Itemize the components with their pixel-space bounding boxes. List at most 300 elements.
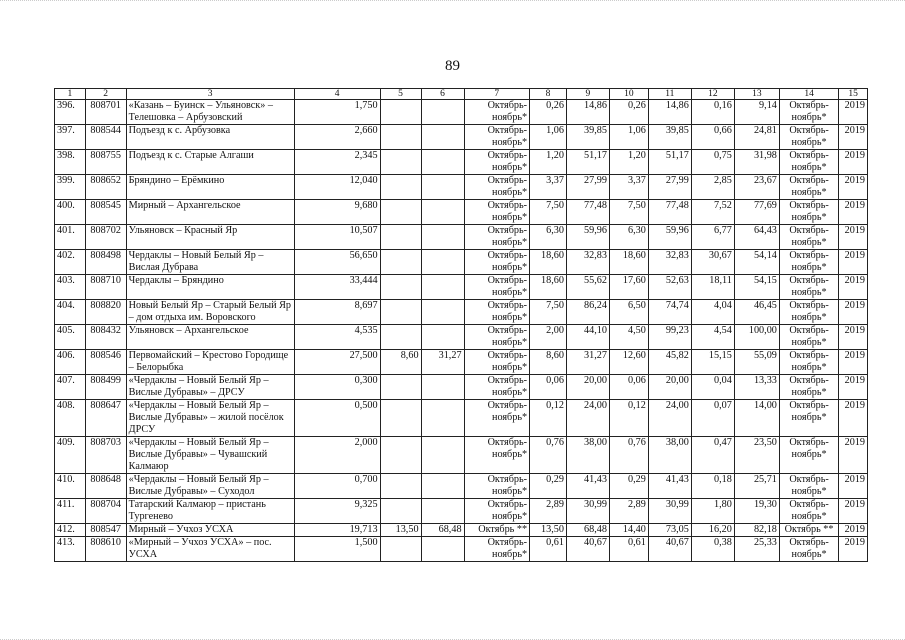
table-cell: 27,500 — [294, 350, 380, 375]
table-cell: 27,99 — [566, 175, 609, 200]
table-cell: 0,06 — [530, 375, 567, 400]
table-cell: 30,67 — [691, 250, 734, 275]
table-cell: 40,67 — [648, 537, 691, 562]
table-cell: 4,54 — [691, 325, 734, 350]
table-row — [55, 499, 868, 524]
table-cell: 0,29 — [530, 474, 567, 499]
table-cell: Ульяновск – Красный Яр — [126, 225, 294, 250]
table-cell: 82,18 — [734, 524, 779, 537]
table-cell: 403. — [55, 275, 86, 300]
column-number-cell: 5 — [380, 89, 421, 100]
table-cell: Октябрь-ноябрь* — [779, 100, 838, 125]
table-cell — [421, 437, 464, 474]
table-cell: 2019 — [839, 250, 868, 275]
table-cell: «Чердаклы – Новый Белый Яр – Вислые Дубравы» – Суходол — [126, 474, 294, 499]
table-cell: 9,325 — [294, 499, 380, 524]
table-cell — [421, 474, 464, 499]
table-cell: 1,06 — [609, 125, 648, 150]
table-cell: 0,04 — [691, 375, 734, 400]
table-cell: «Чердаклы – Новый Белый Яр – Вислые Дубравы» – Чувашский Калмаюр — [126, 437, 294, 474]
table-cell: 25,71 — [734, 474, 779, 499]
table-cell: 808499 — [85, 375, 126, 400]
table-cell: 54,14 — [734, 250, 779, 275]
table-cell: 1,80 — [691, 499, 734, 524]
table-cell: 24,00 — [566, 400, 609, 437]
column-number-cell: 9 — [566, 89, 609, 100]
table-cell: 24,81 — [734, 125, 779, 150]
table-cell: 413. — [55, 537, 86, 562]
table-row — [55, 100, 868, 125]
table-cell: «Казань – Буинск – Ульяновск» – Телешовка – Арбузовский — [126, 100, 294, 125]
table-row — [55, 375, 868, 400]
column-number-cell: 15 — [839, 89, 868, 100]
table-row — [55, 437, 868, 474]
table-cell — [380, 400, 421, 437]
table-cell: 808755 — [85, 150, 126, 175]
table-cell — [380, 275, 421, 300]
table-cell: 411. — [55, 499, 86, 524]
table-cell: 808647 — [85, 400, 126, 437]
table-cell: 17,60 — [609, 275, 648, 300]
roads-table — [54, 88, 868, 562]
table-cell: Бряндино – Ерёмкино — [126, 175, 294, 200]
table-cell: Октябрь-ноябрь* — [464, 437, 530, 474]
table-cell: 0,29 — [609, 474, 648, 499]
table-cell: 409. — [55, 437, 86, 474]
table-cell: 64,43 — [734, 225, 779, 250]
table-cell: Новый Белый Яр – Старый Белый Яр – дом отдыха им. Воровского — [126, 300, 294, 325]
table-cell: 13,50 — [380, 524, 421, 537]
table-cell: 44,10 — [566, 325, 609, 350]
table-cell: 8,697 — [294, 300, 380, 325]
column-number-cell: 8 — [530, 89, 567, 100]
table-cell: 38,00 — [648, 437, 691, 474]
table-cell — [421, 537, 464, 562]
column-number-cell: 3 — [126, 89, 294, 100]
table-cell: 1,20 — [609, 150, 648, 175]
table-cell: 808547 — [85, 524, 126, 537]
table-cell — [380, 150, 421, 175]
table-cell: 18,60 — [530, 275, 567, 300]
table-cell: 808546 — [85, 350, 126, 375]
table-cell: 14,86 — [566, 100, 609, 125]
table-cell: 99,23 — [648, 325, 691, 350]
table-cell: 51,17 — [566, 150, 609, 175]
table-row — [55, 150, 868, 175]
scan-edge-top — [0, 0, 905, 7]
table-cell: 0,18 — [691, 474, 734, 499]
table-cell: 1,500 — [294, 537, 380, 562]
table-cell: 86,24 — [566, 300, 609, 325]
table-cell: 0,500 — [294, 400, 380, 437]
table-row — [55, 125, 868, 150]
table-cell: 398. — [55, 150, 86, 175]
table-cell: 77,48 — [648, 200, 691, 225]
table-cell: 24,00 — [648, 400, 691, 437]
table-cell: Октябрь-ноябрь* — [779, 175, 838, 200]
table-cell: Мирный – Учхоз УСХА — [126, 524, 294, 537]
table-cell: 46,45 — [734, 300, 779, 325]
table-cell: 407. — [55, 375, 86, 400]
table-cell: Октябрь-ноябрь* — [779, 537, 838, 562]
table-cell: 1,06 — [530, 125, 567, 150]
table-cell: Октябрь-ноябрь* — [779, 474, 838, 499]
table-cell — [421, 499, 464, 524]
table-cell: 412. — [55, 524, 86, 537]
column-number-cell: 6 — [421, 89, 464, 100]
table-cell: Октябрь-ноябрь* — [464, 100, 530, 125]
table-cell: 27,99 — [648, 175, 691, 200]
table-cell: 15,15 — [691, 350, 734, 375]
column-number-cell: 10 — [609, 89, 648, 100]
table-cell: 0,26 — [609, 100, 648, 125]
table-cell: 14,86 — [648, 100, 691, 125]
table-cell: 2,660 — [294, 125, 380, 150]
table-cell — [380, 537, 421, 562]
table-cell: 77,69 — [734, 200, 779, 225]
table-cell: 32,83 — [648, 250, 691, 275]
table-row — [55, 350, 868, 375]
table-cell: 808704 — [85, 499, 126, 524]
table-cell: 399. — [55, 175, 86, 200]
table-cell: 31,27 — [566, 350, 609, 375]
table-cell: Октябрь-ноябрь* — [779, 437, 838, 474]
table-cell: Октябрь-ноябрь* — [464, 175, 530, 200]
table-cell: Октябрь-ноябрь* — [779, 250, 838, 275]
table-cell: 18,60 — [530, 250, 567, 275]
table-cell: 0,06 — [609, 375, 648, 400]
table-cell: Первомайский – Крестово Городище – Белорыбка — [126, 350, 294, 375]
table-cell: 2019 — [839, 524, 868, 537]
table-cell: 51,17 — [648, 150, 691, 175]
table-cell — [380, 225, 421, 250]
column-number-cell: 11 — [648, 89, 691, 100]
table-cell — [421, 375, 464, 400]
table-cell: 808702 — [85, 225, 126, 250]
table-cell: 45,82 — [648, 350, 691, 375]
table-cell: 2,85 — [691, 175, 734, 200]
table-cell: 41,43 — [566, 474, 609, 499]
table-cell: 2,345 — [294, 150, 380, 175]
column-number-cell: 12 — [691, 89, 734, 100]
table-cell: Ульяновск – Архангельское — [126, 325, 294, 350]
table-cell — [421, 300, 464, 325]
table-cell: 0,61 — [609, 537, 648, 562]
table-cell: Октябрь-ноябрь* — [464, 125, 530, 150]
table-cell — [421, 400, 464, 437]
table-cell: Октябрь-ноябрь* — [779, 400, 838, 437]
table-cell: Октябрь-ноябрь* — [464, 200, 530, 225]
table-cell: 7,50 — [530, 200, 567, 225]
table-row — [55, 275, 868, 300]
table-cell: Подъезд к с. Арбузовка — [126, 125, 294, 150]
table-cell: 31,27 — [421, 350, 464, 375]
column-number-cell: 13 — [734, 89, 779, 100]
table-row — [55, 250, 868, 275]
table-row — [55, 225, 868, 250]
table-cell: Октябрь-ноябрь* — [464, 537, 530, 562]
table-cell: 808648 — [85, 474, 126, 499]
column-number-cell: 4 — [294, 89, 380, 100]
table-cell: Октябрь-ноябрь* — [779, 150, 838, 175]
table-cell — [380, 474, 421, 499]
table-cell: 9,14 — [734, 100, 779, 125]
table-cell: 1,20 — [530, 150, 567, 175]
table-cell: 73,05 — [648, 524, 691, 537]
table-cell: 0,38 — [691, 537, 734, 562]
table-cell: Октябрь-ноябрь* — [779, 350, 838, 375]
table-cell: Октябрь-ноябрь* — [464, 375, 530, 400]
table-cell: 2019 — [839, 437, 868, 474]
table-cell — [380, 325, 421, 350]
table-cell: 808545 — [85, 200, 126, 225]
table-cell — [380, 100, 421, 125]
table-cell: Октябрь-ноябрь* — [464, 325, 530, 350]
table-cell — [380, 300, 421, 325]
table-cell: Октябрь ** — [464, 524, 530, 537]
table-cell: 808710 — [85, 275, 126, 300]
table-cell: «Чердаклы – Новый Белый Яр – Вислые Дубравы» – ДРСУ — [126, 375, 294, 400]
table-cell: 7,50 — [609, 200, 648, 225]
table-row — [55, 175, 868, 200]
table-cell: 13,50 — [530, 524, 567, 537]
table-cell — [380, 375, 421, 400]
table-cell: 12,60 — [609, 350, 648, 375]
table-cell — [421, 150, 464, 175]
table-cell — [421, 200, 464, 225]
table-cell: 0,75 — [691, 150, 734, 175]
table-cell: Октябрь-ноябрь* — [464, 350, 530, 375]
table-cell: 59,96 — [566, 225, 609, 250]
table-cell: 0,61 — [530, 537, 567, 562]
table-cell — [380, 200, 421, 225]
table-cell: Октябрь-ноябрь* — [464, 225, 530, 250]
table-cell: 2019 — [839, 150, 868, 175]
table-cell: Октябрь-ноябрь* — [464, 150, 530, 175]
table-cell: Октябрь-ноябрь* — [779, 325, 838, 350]
table-cell: 6,77 — [691, 225, 734, 250]
table-cell: 74,74 — [648, 300, 691, 325]
table-cell: 40,67 — [566, 537, 609, 562]
table-cell: 808703 — [85, 437, 126, 474]
table-cell: Октябрь-ноябрь* — [779, 125, 838, 150]
table-row — [55, 400, 868, 437]
table-cell: 4,04 — [691, 300, 734, 325]
table-cell: Октябрь-ноябрь* — [464, 275, 530, 300]
table-cell — [421, 175, 464, 200]
table-cell: 8,60 — [530, 350, 567, 375]
scan-edge-bottom — [0, 633, 905, 640]
table-cell: 2019 — [839, 375, 868, 400]
table-cell: 401. — [55, 225, 86, 250]
table-cell: 2,89 — [530, 499, 567, 524]
table-cell: 6,30 — [609, 225, 648, 250]
table-cell: 2019 — [839, 125, 868, 150]
table-row — [55, 200, 868, 225]
table-cell: 2019 — [839, 200, 868, 225]
table-cell — [380, 175, 421, 200]
table-cell: 2019 — [839, 499, 868, 524]
table-cell: 52,63 — [648, 275, 691, 300]
table-cell: 33,444 — [294, 275, 380, 300]
table-cell: 2019 — [839, 225, 868, 250]
table-cell: 6,50 — [609, 300, 648, 325]
table-cell: 808432 — [85, 325, 126, 350]
table-cell: 0,700 — [294, 474, 380, 499]
table-cell: Октябрь-ноябрь* — [779, 225, 838, 250]
table-cell — [421, 250, 464, 275]
table-cell: 402. — [55, 250, 86, 275]
table-cell: 2,000 — [294, 437, 380, 474]
table-cell: Октябрь-ноябрь* — [464, 499, 530, 524]
table-cell: 39,85 — [648, 125, 691, 150]
table-cell — [421, 100, 464, 125]
table-cell — [421, 225, 464, 250]
table-cell: 0,47 — [691, 437, 734, 474]
table-cell: 808544 — [85, 125, 126, 150]
table-cell: 2019 — [839, 325, 868, 350]
table-cell: Октябрь-ноябрь* — [464, 300, 530, 325]
table-cell: 410. — [55, 474, 86, 499]
table-row — [55, 524, 868, 537]
table-cell: Мирный – Архангельское — [126, 200, 294, 225]
table-cell: 18,60 — [609, 250, 648, 275]
table-cell: 55,62 — [566, 275, 609, 300]
table-cell: 0,07 — [691, 400, 734, 437]
table-cell: 397. — [55, 125, 86, 150]
table-cell: Подъезд к с. Старые Алгаши — [126, 150, 294, 175]
table-body — [55, 100, 868, 562]
table-cell: 396. — [55, 100, 86, 125]
table-cell: 6,30 — [530, 225, 567, 250]
table-cell: 14,40 — [609, 524, 648, 537]
table-cell: 39,85 — [566, 125, 609, 150]
table-cell: Октябрь-ноябрь* — [779, 300, 838, 325]
table-cell: 14,00 — [734, 400, 779, 437]
table-cell: 808652 — [85, 175, 126, 200]
table-row — [55, 474, 868, 499]
table-cell: Октябрь-ноябрь* — [464, 250, 530, 275]
table-cell: 0,66 — [691, 125, 734, 150]
table-cell: 0,76 — [530, 437, 567, 474]
table-cell: Чердаклы – Бряндино — [126, 275, 294, 300]
column-number-cell: 1 — [55, 89, 86, 100]
table-cell: 808498 — [85, 250, 126, 275]
table-cell: 25,33 — [734, 537, 779, 562]
table-cell: 0,12 — [609, 400, 648, 437]
table-row — [55, 300, 868, 325]
table-cell: 2019 — [839, 175, 868, 200]
table-cell: 30,99 — [566, 499, 609, 524]
table-cell: 7,52 — [691, 200, 734, 225]
table-cell — [380, 250, 421, 275]
table-cell: 12,040 — [294, 175, 380, 200]
table-cell: 808820 — [85, 300, 126, 325]
table-cell: Октябрь-ноябрь* — [779, 375, 838, 400]
column-number-cell: 14 — [779, 89, 838, 100]
table-cell: 7,50 — [530, 300, 567, 325]
table-cell: 56,650 — [294, 250, 380, 275]
table-cell: 2019 — [839, 275, 868, 300]
column-number-row — [55, 89, 868, 100]
table-cell: 3,37 — [609, 175, 648, 200]
table-cell: 2,00 — [530, 325, 567, 350]
table-cell: 3,37 — [530, 175, 567, 200]
table-cell: 404. — [55, 300, 86, 325]
table-cell: 400. — [55, 200, 86, 225]
table-cell: 100,00 — [734, 325, 779, 350]
table-cell: Октябрь-ноябрь* — [779, 499, 838, 524]
table-cell: «Чердаклы – Новый Белый Яр – Вислые Дубравы» – жилой посёлок ДРСУ — [126, 400, 294, 437]
table-cell: 32,83 — [566, 250, 609, 275]
table-cell: Татарский Калмаюр – пристань Тургенево — [126, 499, 294, 524]
table-cell: 808701 — [85, 100, 126, 125]
column-number-cell: 7 — [464, 89, 530, 100]
table-cell — [380, 499, 421, 524]
table-cell: 408. — [55, 400, 86, 437]
table-cell: 2019 — [839, 100, 868, 125]
table-cell — [421, 325, 464, 350]
column-number-cell: 2 — [85, 89, 126, 100]
table-cell: 23,67 — [734, 175, 779, 200]
table-cell — [421, 275, 464, 300]
table-cell: 10,507 — [294, 225, 380, 250]
table-cell: Октябрь-ноябрь* — [464, 474, 530, 499]
table-cell — [380, 125, 421, 150]
table-cell: Октябрь-ноябрь* — [464, 400, 530, 437]
table-cell: 18,11 — [691, 275, 734, 300]
table-cell — [380, 437, 421, 474]
table-cell: 405. — [55, 325, 86, 350]
table-cell: 31,98 — [734, 150, 779, 175]
table-cell: 4,50 — [609, 325, 648, 350]
table-cell: 8,60 — [380, 350, 421, 375]
table-cell: 20,00 — [648, 375, 691, 400]
table-cell: 2019 — [839, 400, 868, 437]
table-cell: 55,09 — [734, 350, 779, 375]
table-cell: 68,48 — [566, 524, 609, 537]
table-cell: 16,20 — [691, 524, 734, 537]
table-cell: 30,99 — [648, 499, 691, 524]
table-cell: Чердаклы – Новый Белый Яр – Вислая Дубрава — [126, 250, 294, 275]
table-cell: Октябрь ** — [779, 524, 838, 537]
table-cell: 808610 — [85, 537, 126, 562]
table-row — [55, 325, 868, 350]
table-cell: 4,535 — [294, 325, 380, 350]
table-cell: Октябрь-ноябрь* — [779, 200, 838, 225]
table-cell: 0,300 — [294, 375, 380, 400]
table-cell: 2019 — [839, 537, 868, 562]
page-number: 89 — [445, 58, 460, 74]
table-cell: 0,26 — [530, 100, 567, 125]
table-cell: 406. — [55, 350, 86, 375]
table-cell: 23,50 — [734, 437, 779, 474]
table-cell: 13,33 — [734, 375, 779, 400]
table-row — [55, 537, 868, 562]
table-cell: 0,12 — [530, 400, 567, 437]
table-cell: 0,76 — [609, 437, 648, 474]
table-cell: 0,16 — [691, 100, 734, 125]
table-cell: «Мирный – Учхоз УСХА» – пос. УСХА — [126, 537, 294, 562]
table-cell: Октябрь-ноябрь* — [779, 275, 838, 300]
table-cell: 20,00 — [566, 375, 609, 400]
table-cell: 54,15 — [734, 275, 779, 300]
table-cell: 38,00 — [566, 437, 609, 474]
table-cell: 2019 — [839, 474, 868, 499]
table-cell: 2019 — [839, 300, 868, 325]
table-cell: 19,30 — [734, 499, 779, 524]
table-cell: 77,48 — [566, 200, 609, 225]
